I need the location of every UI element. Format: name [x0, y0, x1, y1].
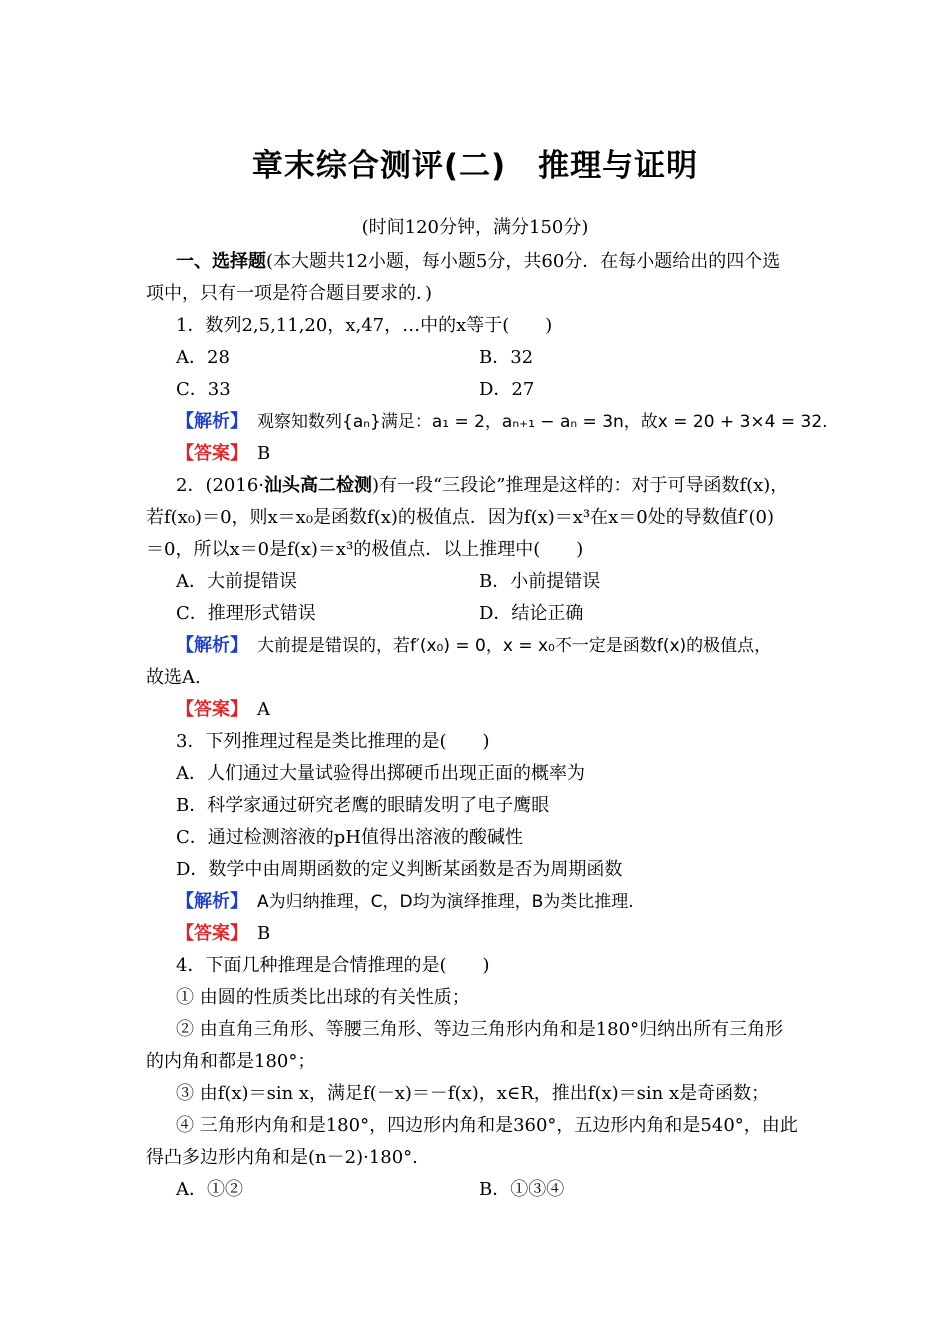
q2-answer-value: A — [257, 699, 270, 720]
q4-stem: 4．下面几种推理是合情推理的是( ) — [176, 955, 490, 976]
q2-analysis-text: 大前提是错误的，若f′(x₀) = 0，x = x₀不一定是函数f(x)的极值点， — [257, 636, 772, 656]
q2-stem-line3: ＝0，所以x＝0是f(x)＝x³的极值点．以上推理中( ) — [146, 539, 584, 560]
q2-stem-line2: 若f(x₀)＝0，则x＝x₀是函数f(x)的极值点．因为f(x)＝x³在x＝0处的导数值f′(0) — [146, 507, 774, 528]
answer-label: 【答案】 — [176, 443, 239, 464]
q2-option-a: A．大前提错误 — [176, 571, 297, 592]
answer-label: 【答案】 — [176, 699, 239, 720]
q1-option-a: A．28 — [176, 347, 230, 368]
q1-option-d: D．27 — [479, 379, 535, 400]
q3-stem: 3．下列推理过程是类比推理的是( ) — [176, 731, 490, 752]
q2-analysis — [176, 633, 771, 659]
q1-option-b: B．32 — [479, 347, 534, 368]
q3-option-c: C．通过检测溶液的pH值得出溶液的酸碱性 — [176, 827, 523, 848]
section-header — [176, 249, 780, 275]
q2-option-d: D．结论正确 — [479, 603, 584, 624]
q3-analysis-text: A为归纳推理，C，D均为演绎推理，B为类比推理. — [257, 892, 634, 912]
q3-option-a: A．人们通过大量试验得出掷硬币出现正面的概率为 — [176, 763, 585, 784]
answer-label: 【答案】 — [176, 923, 239, 944]
q4-item-2: ② 由直角三角形、等腰三角形、等边三角形内角和是180°归纳出所有三角形 — [176, 1019, 784, 1040]
q4-option-a: A．①② — [176, 1179, 243, 1200]
q2-answer — [176, 697, 270, 723]
q2-stem — [176, 473, 788, 499]
page-title: 章末综合测评(二) 推理与证明 — [251, 148, 699, 184]
q2-option-b: B．小前提错误 — [479, 571, 601, 592]
q4-item-3: ③ 由f(x)＝sin x，满足f(－x)＝－f(x)，x∈R，推出f(x)＝sin x是奇函数； — [176, 1083, 770, 1104]
q3-analysis — [176, 889, 634, 915]
q4-option-b: B．①③④ — [479, 1179, 565, 1200]
exam-info: (时间120分钟，满分150分) — [361, 217, 589, 238]
section-heading: 一、选择题 — [176, 251, 266, 272]
q1-answer — [176, 441, 270, 467]
q1-analysis-text: 观察知数列{aₙ}满足：a₁ = 2，aₙ₊₁ − aₙ = 3n，故x = 20 + 3×4 = 32. — [257, 412, 828, 432]
section-desc-1: (本大题共12小题，每小题5分，共60分．在每小题给出的四个选 — [266, 251, 781, 272]
analysis-label: 【解析】 — [176, 411, 239, 432]
q2-stem-rest: )有一段“三段论”推理是这样的：对于可导函数f(x)， — [372, 475, 789, 496]
q3-option-b: B．科学家通过研究老鹰的眼睛发明了电子鹰眼 — [176, 795, 550, 816]
q2-source: 汕头高二检测 — [264, 475, 373, 496]
analysis-label: 【解析】 — [176, 891, 239, 912]
q3-option-d: D．数学中由周期函数的定义判断某函数是否为周期函数 — [176, 859, 623, 880]
q4-item-4: ④ 三角形内角和是180°，四边形内角和是360°，五边形内角和是540°，由此 — [176, 1115, 798, 1136]
q2-option-c: C．推理形式错误 — [176, 603, 316, 624]
q1-option-c: C．33 — [176, 379, 231, 400]
q3-answer-value: B — [257, 923, 271, 944]
q1-stem: 1．数列2,5,11,20，x,47，…中的x等于( ) — [176, 315, 553, 336]
q4-item-4-cont: 得凸多边形内角和是(n－2)·180°. — [146, 1147, 418, 1168]
q1-analysis — [176, 409, 828, 435]
q2-stem-prefix: 2．(2016· — [176, 475, 265, 496]
section-desc-2: 项中，只有一项是符合题目要求的．) — [146, 283, 433, 304]
analysis-label: 【解析】 — [176, 635, 239, 656]
q4-item-2-cont: 的内角和都是180°； — [146, 1051, 316, 1072]
q2-analysis-line2: 故选A. — [146, 667, 201, 688]
q1-answer-value: B — [257, 443, 271, 464]
q4-item-1: ① 由圆的性质类比出球的有关性质； — [176, 987, 470, 1008]
q3-answer — [176, 921, 270, 947]
